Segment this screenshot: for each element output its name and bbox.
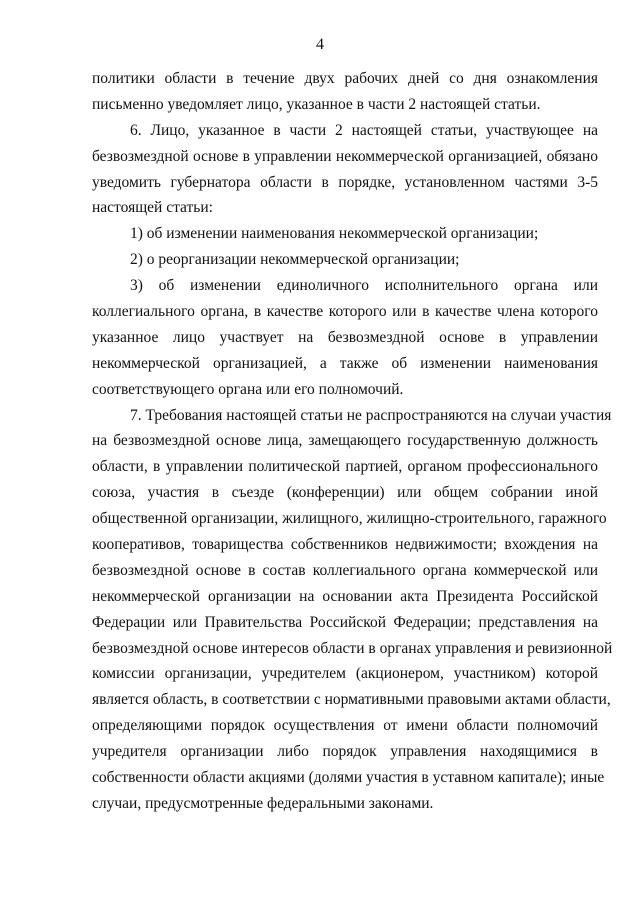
text-line: 1) об изменении наименования некоммерческой организации;	[130, 225, 539, 243]
text-line: безвозмездной основе в управлении некоммерческой организацией, обязано	[92, 147, 598, 165]
text-line: письменно уведомляет лицо, указанное в части 2 настоящей статьи.	[92, 95, 541, 113]
paragraph-continuation	[92, 66, 598, 118]
text-line: уведомить губернатора области в порядке, установленном частями 3-5	[92, 173, 598, 191]
text-line: безвозмездной основе в состав коллегиального органа коммерческой или	[92, 561, 598, 579]
text-line: Федерации или Правительства Российской Федерации; представления на	[92, 613, 598, 631]
text-line: комиссии организации, учредителем (акционером, участником) которой	[92, 665, 598, 683]
text-line: безвозмездной основе интересов области в органах управления и ревизионной	[92, 639, 613, 657]
text-line: 7. Требования настоящей статьи не распространяются на случаи участия	[130, 406, 612, 424]
text-line: указанное лицо участвует на безвозмездной основе в управлении	[92, 328, 598, 346]
text-line: является область, в соответствии с нормативными правовыми актами области,	[92, 691, 611, 709]
text-line: области, в управлении политической партией, органом профессионального	[92, 458, 598, 476]
paragraph-subitem-3	[92, 273, 598, 402]
text-line: союза, участия в съезде (конференции) или общем собрании иной	[92, 484, 598, 502]
text-line: коллегиального органа, в качестве которого или в качестве члена которого	[92, 303, 598, 321]
text-line: случаи, предусмотренные федеральными законами.	[92, 794, 434, 812]
paragraph-subitem-2	[92, 247, 598, 273]
text-line: политики области в течение двух рабочих дней со дня ознакомления	[92, 70, 598, 87]
text-line: 2) о реорганизации некоммерческой организации;	[130, 251, 460, 269]
paragraph-item-7	[92, 403, 613, 817]
text-line: 3) об изменении единоличного исполнительного органа или	[130, 277, 598, 295]
paragraph-item-6	[92, 118, 598, 222]
text-line: кооперативов, товарищества собственников недвижимости; вхождения на	[92, 536, 598, 554]
text-line: некоммерческой организации на основании акта Президента Российской	[92, 587, 598, 605]
text-line: на безвозмездной основе лица, замещающего государственную должность	[92, 432, 598, 450]
text-line: общественной организации, жилищного, жилищно-строительного, гаражного	[92, 510, 607, 528]
text-line: некоммерческой организацией, а также об изменении наименования	[92, 354, 598, 372]
text-line: определяющими порядок осуществления от имени области полномочий	[92, 717, 598, 735]
text-line: соответствующего органа или его полномочий.	[92, 380, 404, 398]
text-line: настоящей статьи:	[92, 199, 213, 217]
text-line: учредителя организации либо порядок управления находящимися в	[92, 743, 598, 761]
text-line: 6. Лицо, указанное в части 2 настоящей статьи, участвующее на	[130, 121, 598, 139]
page-number: 4	[316, 36, 324, 53]
paragraph-subitem-1	[92, 221, 598, 247]
document-body	[92, 66, 613, 817]
text-line: собственности области акциями (долями участия в уставном капитале); иные	[92, 769, 605, 787]
